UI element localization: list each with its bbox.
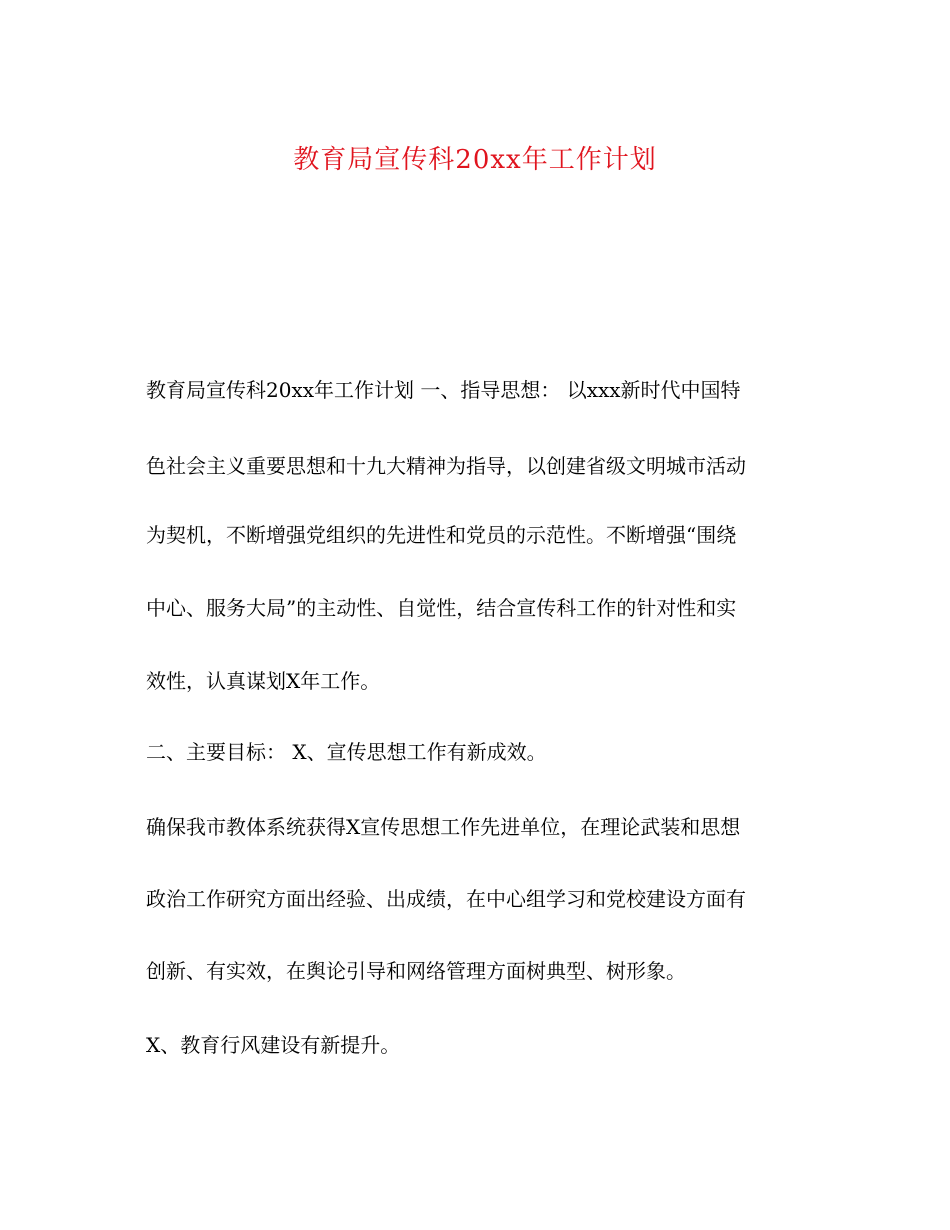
body-line-7: 确保我市教体系统获得X宣传思想工作先进单位，在理论武装和思想 [146,815,741,839]
body-line-9: 创新、有实效，在舆论引导和网络管理方面树典型、树形象。 [146,959,686,983]
body-line-1: 教育局宣传科20xx年工作计划 一、指导思想： 以xxx新时代中国特 [146,378,741,402]
body-line-4: 中心、服务大局”的主动性、自觉性，结合宣传科工作的针对性和实 [146,596,737,620]
body-line-5: 效性，认真谋划X年工作。 [146,669,381,693]
body-line-3: 为契机，不断增强党组织的先进性和党员的示范性。不断增强“围绕 [146,523,737,547]
body-line-10: X、教育行风建设有新提升。 [146,1033,401,1057]
body-line-2: 色社会主义重要思想和十九大精神为指导，以创建省级文明城市活动 [146,454,746,478]
body-line-8: 政治工作研究方面出经验、出成绩，在中心组学习和党校建设方面有 [146,887,746,911]
body-line-6: 二、主要目标： X、宣传思想工作有新成效。 [146,740,547,764]
document-title: 教育局宣传科20xx年工作计划 [293,145,657,175]
